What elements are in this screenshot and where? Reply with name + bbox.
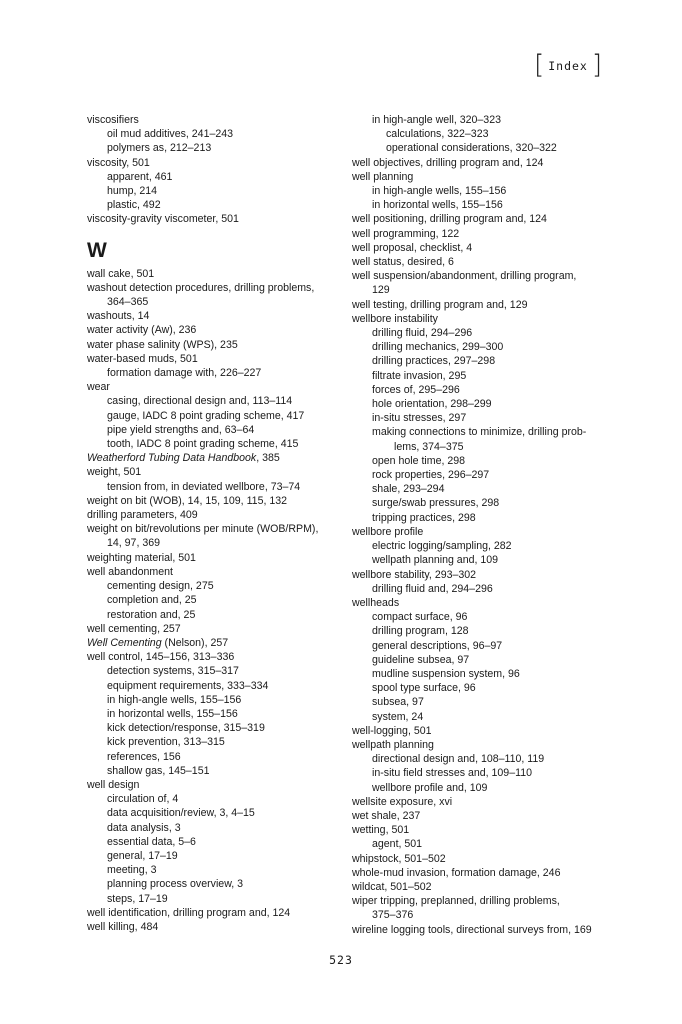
index-entry: [87, 198, 337, 212]
index-entry: [87, 170, 337, 184]
index-entry-text: washouts, 14: [87, 310, 150, 323]
index-entry: [352, 781, 607, 795]
index-entry-text: viscosifiers: [87, 114, 139, 126]
index-entry: [352, 425, 607, 439]
index-entry: [352, 738, 607, 752]
index-entry: [87, 821, 337, 835]
index-entry: [352, 667, 607, 681]
index-entry-text: water phase salinity (WPS), 235: [87, 338, 238, 351]
index-entry-text: references, 156: [107, 750, 181, 763]
index-entry-text: wellpath planning: [352, 738, 434, 751]
index-entry-text: tension from, in deviated wellbore, 73–74: [107, 480, 301, 493]
index-entry-text: in high-angle wells, 155–156: [372, 185, 507, 198]
index-entry-text: drilling practices, 297–298: [372, 355, 496, 368]
index-entry: [352, 312, 607, 326]
index-entry: [352, 880, 607, 894]
index-entry: [87, 835, 337, 849]
index-entry: [87, 707, 337, 721]
index-entry-text: weight, 501: [87, 466, 142, 479]
index-entry-text: weight on bit (WOB), 14, 15, 109, 115, 132: [87, 494, 288, 507]
index-entry-text: well abandonment: [87, 565, 173, 578]
left-entries-after: [87, 267, 337, 935]
index-entry-text: in high-angle well, 320–323: [372, 114, 501, 126]
index-entry: [87, 551, 337, 565]
index-entry-text: in horizontal wells, 155–156: [107, 707, 238, 720]
index-entry: [352, 454, 607, 468]
index-entry: [352, 156, 607, 170]
index-entry: [87, 565, 337, 579]
index-entry-text: plastic, 492: [107, 199, 161, 212]
index-entry: [87, 437, 337, 451]
index-entry-text: general, 17–19: [107, 849, 178, 862]
index-entry-continuation: 375–376: [372, 909, 414, 922]
index-entry-text: equipment requirements, 333–334: [107, 679, 269, 692]
index-entry-text: open hole time, 298: [372, 454, 466, 467]
index-entry-text: weight on bit/revolutions per minute (WOB/RPM),: [87, 523, 319, 536]
index-entry-text: drilling mechanics, 299–300: [372, 341, 504, 354]
index-entry-text: data acquisition/review, 3, 4–15: [107, 807, 255, 820]
index-entry: [352, 752, 607, 766]
index-entry-text: (Nelson), 257: [161, 636, 229, 649]
index-entry: [87, 141, 337, 155]
index-entry: [87, 735, 337, 749]
index-entry-text: cementing design, 275: [107, 580, 214, 593]
index-entry-continuation: 14, 97, 369: [107, 537, 161, 550]
index-entry: [352, 525, 607, 539]
index-entry: [352, 596, 607, 610]
index-entry-text: in horizontal wells, 155–156: [372, 199, 503, 212]
index-entry: [87, 127, 337, 141]
index-entry: [352, 724, 607, 738]
running-header: [534, 52, 602, 78]
index-entry-text: drilling parameters, 409: [87, 509, 198, 522]
index-entry: [87, 508, 337, 522]
index-entry-text: hole orientation, 298–299: [372, 398, 492, 411]
index-entry-text: well-logging, 501: [352, 724, 432, 737]
index-entry-text: weighting material, 501: [87, 551, 196, 564]
index-entry-text: wellbore stability, 293–302: [352, 568, 477, 581]
index-entry: [352, 653, 607, 667]
index-entry-text: well testing, drilling program and, 129: [352, 298, 528, 311]
index-entry: [352, 184, 607, 198]
index-entry-text: general descriptions, 96–97: [372, 639, 503, 652]
index-entry-continuation: 364–365: [107, 296, 149, 309]
index-entry: [87, 184, 337, 198]
index-entry-text: well control, 145–156, 313–336: [87, 651, 235, 664]
index-entry-text: formation damage with, 226–227: [107, 367, 262, 380]
index-entry: [352, 468, 607, 482]
index-entry: [352, 866, 607, 880]
index-entry: [352, 809, 607, 823]
index-entry: [352, 369, 607, 383]
index-entry-text: water activity (Aw), 236: [87, 324, 197, 337]
index-entry: [87, 863, 337, 877]
index-entry: [352, 383, 607, 397]
index-entry: [87, 877, 337, 891]
index-entry-text: agent, 501: [372, 838, 423, 851]
index-entry-title: Weatherford Tubing Data Handbook: [87, 452, 257, 465]
index-entry-text: in-situ field stresses and, 109–110: [372, 767, 532, 780]
header-label: Index: [548, 59, 588, 73]
index-entry-text: data analysis, 3: [107, 821, 181, 834]
index-entry-text: pipe yield strengths and, 63–64: [107, 423, 255, 436]
index-entry: [87, 423, 337, 437]
index-entry: [87, 750, 337, 764]
index-entry-continuation: lems, 374–375: [394, 440, 464, 453]
index-entry: [87, 806, 337, 820]
index-entry-title: Well Cementing: [87, 636, 162, 649]
index-entry-text: well killing, 484: [87, 920, 159, 933]
index-entry: [352, 255, 607, 269]
index-entry: [87, 679, 337, 693]
index-entry: [87, 650, 337, 664]
index-entry: [87, 593, 337, 607]
index-entry: [87, 480, 337, 494]
index-entry-text: shallow gas, 145–151: [107, 764, 210, 777]
index-entry-text: wetting, 501: [352, 824, 410, 837]
index-entry-text: well suspension/abandonment, drilling program,: [352, 270, 577, 283]
index-entry: [87, 380, 337, 394]
index-entry-text: wellsite exposure, xvi: [352, 795, 453, 808]
index-entry-continuation: 129: [372, 284, 390, 297]
index-entry-text: kick prevention, 313–315: [107, 736, 225, 749]
index-entry-text: whole-mud invasion, formation damage, 246: [352, 866, 561, 879]
index-entry: [352, 198, 607, 212]
index-entry-text: in-situ stresses, 297: [372, 412, 467, 425]
index-entry-text: system, 24: [372, 710, 424, 723]
index-entry-text: planning process overview, 3: [107, 878, 244, 891]
index-entry: [352, 141, 607, 155]
index-entry: [87, 113, 337, 127]
index-entry-text: wildcat, 501–502: [352, 880, 432, 893]
index-entry: [87, 608, 337, 622]
index-entry: [352, 766, 607, 780]
index-entry-text: compact surface, 96: [372, 611, 468, 624]
right-entries: [352, 113, 607, 937]
index-entry: [352, 511, 607, 525]
index-entry: [87, 579, 337, 593]
page-number: 523: [329, 953, 353, 967]
index-entry: [87, 451, 337, 465]
index-entry: [87, 156, 337, 170]
index-entry: [87, 494, 337, 508]
index-entry-text: well programming, 122: [352, 227, 460, 240]
index-entry-text: drilling fluid, 294–296: [372, 327, 473, 340]
index-entry: [87, 792, 337, 806]
index-entry: [352, 170, 607, 184]
index-entry-text: apparent, 461: [107, 170, 173, 183]
index-entry-text: operational considerations, 320–322: [386, 142, 557, 155]
index-entry-text: filtrate invasion, 295: [372, 369, 467, 382]
index-entry-text: well identification, drilling program and, 124: [87, 906, 291, 919]
index-entry: [87, 309, 337, 323]
index-entry-text: subsea, 97: [372, 696, 424, 709]
index-entry: [352, 681, 607, 695]
index-entry: [87, 920, 337, 934]
left-bracket-glyph: [: [534, 50, 545, 80]
index-entry: [87, 778, 337, 792]
index-entry: [352, 326, 607, 340]
index-entry: [352, 411, 607, 425]
index-entry-text: in high-angle wells, 155–156: [107, 693, 242, 706]
index-entry-text: well proposal, checklist, 4: [352, 241, 473, 254]
index-entry: [352, 397, 607, 411]
index-entry-text: surge/swab pressures, 298: [372, 497, 500, 510]
index-entry-text: tripping practices, 298: [372, 511, 476, 524]
index-entry-text: well planning: [352, 170, 414, 183]
index-entry: [87, 267, 337, 281]
index-entry-text: wellbore instability: [352, 312, 438, 325]
index-entry-text: restoration and, 25: [107, 608, 196, 621]
index-entry-text: shale, 293–294: [372, 483, 445, 496]
index-entry-text: wear: [87, 381, 110, 394]
index-entry: [87, 664, 337, 678]
index-entry-text: wet shale, 237: [352, 809, 421, 822]
index-entry-text: wellheads: [352, 596, 400, 609]
index-entry-text: electric logging/sampling, 282: [372, 540, 512, 553]
index-entry-text: wellpath planning and, 109: [372, 554, 499, 567]
left-entries-before: [87, 113, 337, 227]
index-entry: [87, 522, 337, 536]
index-entry-text: well positioning, drilling program and, 124: [352, 213, 547, 226]
index-entry: [352, 127, 607, 141]
index-entry: [87, 693, 337, 707]
index-entry-text: drilling fluid and, 294–296: [372, 582, 493, 595]
index-entry-text: kick detection/response, 315–319: [107, 722, 265, 735]
index-entry-text: wall cake, 501: [87, 267, 155, 280]
index-entry: [87, 409, 337, 423]
index-entry: [352, 212, 607, 226]
index-entry: [352, 340, 607, 354]
index-entry-text: hump, 214: [107, 185, 158, 198]
index-entry: [352, 624, 607, 638]
index-entry-text: mudline suspension system, 96: [372, 667, 520, 680]
index-entry: [352, 496, 607, 510]
index-entry: [87, 906, 337, 920]
index-entry: [87, 892, 337, 906]
index-entry: [352, 298, 607, 312]
index-entry-text: forces of, 295–296: [372, 383, 460, 396]
index-entry-text: wellbore profile: [352, 525, 424, 538]
index-column-right: [352, 113, 607, 937]
index-entry: [87, 366, 337, 380]
index-entry-text: essential data, 5–6: [107, 835, 196, 848]
index-entry: [352, 113, 607, 127]
index-entry-text: detection systems, 315–317: [107, 665, 239, 678]
index-entry: [87, 323, 337, 337]
right-bracket-glyph: ]: [591, 50, 602, 80]
index-entry-text: casing, directional design and, 113–114: [107, 395, 293, 408]
index-entry: [352, 894, 607, 908]
index-entry-text: , 385: [256, 452, 280, 465]
index-entry-text: well design: [87, 778, 140, 791]
index-entry-text: circulation of, 4: [107, 793, 179, 806]
index-column-left: [87, 113, 337, 934]
index-entry: [352, 923, 607, 937]
index-entry: [352, 695, 607, 709]
index-entry-text: completion and, 25: [107, 594, 197, 607]
index-entry-text: meeting, 3: [107, 864, 157, 877]
index-entry: [352, 539, 607, 553]
index-entry: [87, 212, 337, 226]
index-entry: [352, 582, 607, 596]
index-entry-text: water-based muds, 501: [87, 352, 198, 365]
index-entry-text: viscosity-gravity viscometer, 501: [87, 213, 239, 226]
index-entry: [352, 610, 607, 624]
index-entry: [87, 338, 337, 352]
index-entry-text: tooth, IADC 8 point grading scheme, 415: [107, 438, 299, 451]
index-entry-text: well cementing, 257: [87, 622, 181, 635]
index-entry: [87, 636, 337, 650]
index-entry-text: well objectives, drilling program and, 124: [352, 156, 544, 169]
index-entry-text: steps, 17–19: [107, 892, 168, 905]
index-entry: [87, 352, 337, 366]
index-entry: [87, 465, 337, 479]
index-entry-text: whipstock, 501–502: [352, 852, 446, 865]
index-entry-text: well status, desired, 6: [352, 256, 454, 269]
index-entry: [87, 764, 337, 778]
index-entry: [352, 354, 607, 368]
index-entry: [352, 852, 607, 866]
index-entry-text: guideline subsea, 97: [372, 653, 470, 666]
index-entry: [352, 710, 607, 724]
index-entry: [352, 795, 607, 809]
index-entry-text: directional design and, 108–110, 119: [372, 753, 545, 766]
index-entry: [352, 568, 607, 582]
index-entry: [352, 823, 607, 837]
index-entry-text: calculations, 322–323: [386, 128, 489, 141]
index-entry-text: polymers as, 212–213: [107, 142, 212, 155]
index-entry-text: viscosity, 501: [87, 156, 150, 169]
index-entry: [87, 281, 337, 295]
index-entry: [352, 837, 607, 851]
index-entry: [87, 394, 337, 408]
index-entry-text: rock properties, 296–297: [372, 469, 490, 482]
index-entry-text: oil mud additives, 241–243: [107, 128, 234, 141]
index-entry-text: washout detection procedures, drilling problems,: [87, 281, 315, 294]
index-entry: [352, 241, 607, 255]
index-entry: [352, 269, 607, 283]
index-entry-text: wireline logging tools, directional surveys from, 169: [352, 923, 592, 936]
index-entry: [87, 721, 337, 735]
index-entry: [87, 622, 337, 636]
index-entry-text: drilling program, 128: [372, 625, 469, 638]
index-entry: [352, 227, 607, 241]
index-entry-text: wellbore profile and, 109: [372, 781, 488, 794]
section-letter: W: [87, 238, 107, 262]
index-entry: [352, 482, 607, 496]
index-entry: [352, 639, 607, 653]
index-entry-text: gauge, IADC 8 point grading scheme, 417: [107, 409, 305, 422]
index-entry-text: making connections to minimize, drilling prob-: [372, 426, 587, 439]
index-entry-text: wiper tripping, preplanned, drilling problems,: [352, 895, 560, 908]
index-entry: [87, 849, 337, 863]
index-entry: [352, 553, 607, 567]
index-entry-text: spool type surface, 96: [372, 682, 476, 695]
